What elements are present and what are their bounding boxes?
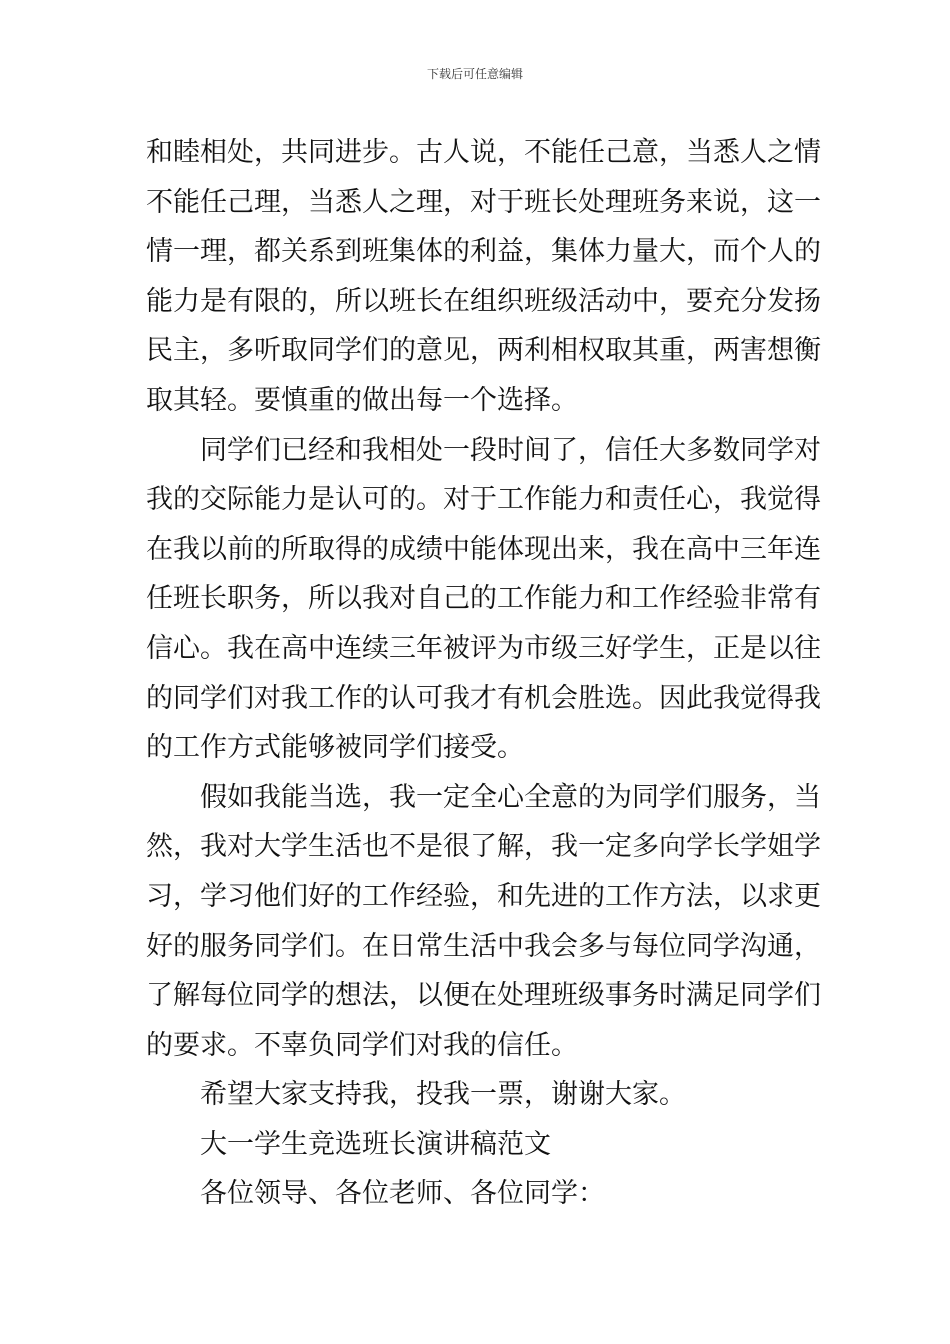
text-line: 的要求。不辜负同学们对我的信任。 [146, 1029, 578, 1061]
text-line: 情一理，都关系到班集体的利益，集体力量大，而个人的 [146, 236, 821, 268]
section-title-line: 大一学生竞选班长演讲稿范文 [200, 1128, 551, 1160]
text-line: 在我以前的所取得的成绩中能体现出来，我在高中三年连 [146, 533, 821, 565]
text-line: 的工作方式能够被同学们接受。 [146, 732, 524, 764]
text-line: 好的服务同学们。在日常生活中我会多与每位同学沟通， [146, 930, 821, 962]
text-line: 的同学们对我工作的认可我才有机会胜选。因此我觉得我 [146, 682, 821, 714]
text-line: 不能任己理，当悉人之理，对于班长处理班务来说，这一 [146, 186, 821, 218]
text-line: 能力是有限的，所以班长在组织班级活动中，要充分发扬 [146, 285, 821, 317]
paragraph-start-line: 假如我能当选，我一定全心全意的为同学们服务，当 [200, 781, 821, 813]
paragraph-start-line: 同学们已经和我相处一段时间了，信任大多数同学对 [200, 434, 821, 466]
text-line: 任班长职务，所以我对自己的工作能力和工作经验非常有 [146, 583, 821, 615]
text-line: 民主，多听取同学们的意见，两利相权取其重，两害想衡 [146, 335, 821, 367]
page-header: 下载后可任意编辑 [426, 67, 523, 81]
text-line: 信心。我在高中连续三年被评为市级三好学生，正是以往 [146, 632, 821, 664]
text-line: 我的交际能力是认可的。对于工作能力和责任心，我觉得 [146, 484, 821, 516]
text-line: 取其轻。要慎重的做出每一个选择。 [146, 384, 578, 416]
document-body [146, 128, 821, 1219]
text-line: 了解每位同学的想法，以便在处理班级事务时满足同学们 [146, 980, 821, 1012]
paragraph-start-line: 希望大家支持我，投我一票，谢谢大家。 [200, 1079, 686, 1111]
text-line: 和睦相处，共同进步。古人说，不能任己意，当悉人之情 [146, 137, 821, 168]
text-line: 习，学习他们好的工作经验，和先进的工作方法，以求更 [146, 880, 821, 912]
salutation-line: 各位领导、各位老师、各位同学： [200, 1178, 605, 1210]
text-line: 然，我对大学生活也不是很了解，我一定多向学长学姐学 [146, 831, 821, 863]
